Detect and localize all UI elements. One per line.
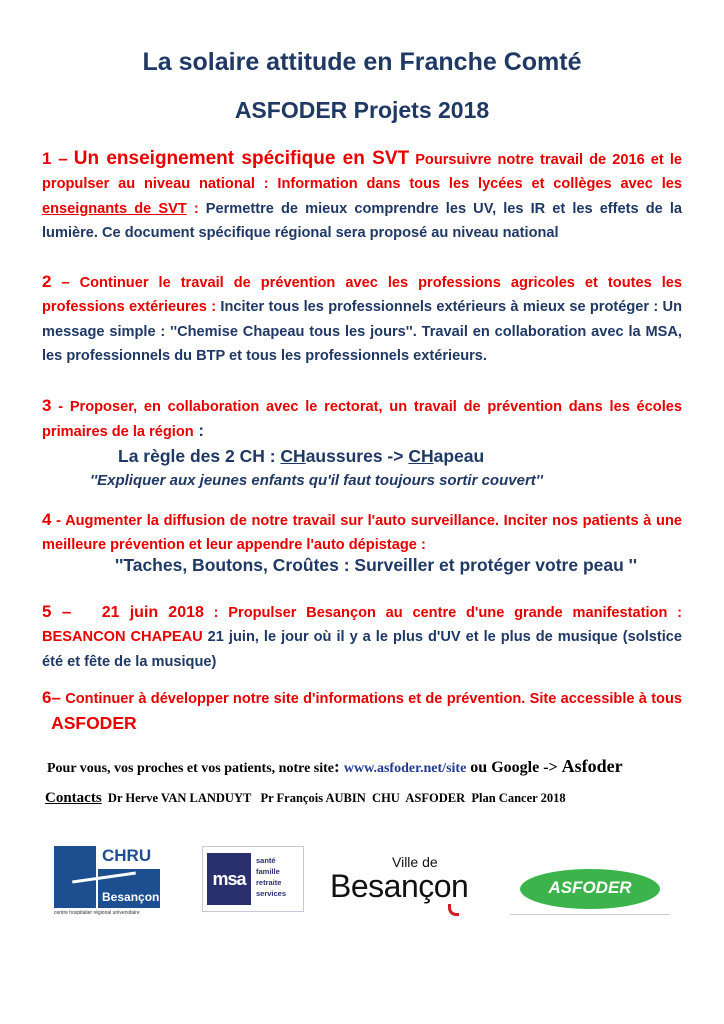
msa-line: santé <box>256 856 276 865</box>
contacts-label: Contacts <box>45 790 102 806</box>
project-1-red-text: Poursuivre notre travail de 2016 et le propulser au niveau national : Information dans tous les lycées et collèges avec les <box>42 152 682 193</box>
project-3-red-text: - Proposer, en collaboration avec le rectorat, un travail de prévention dans les écoles primaires de la région <box>42 399 682 441</box>
ville-name: Besançon <box>330 868 469 904</box>
asfoder-underline <box>510 914 670 915</box>
rule-quote: ''Expliquer aux jeunes enfants qu'il faut toujours sortir couvert'' <box>90 472 543 489</box>
project-5-date: 21 juin 2018 <box>71 604 204 621</box>
contacts-line <box>45 790 566 807</box>
cedilla-mark <box>448 904 459 916</box>
project-1-number: 1 – <box>42 149 68 168</box>
msa-line: services <box>256 889 287 898</box>
asfoder-logo <box>510 866 670 916</box>
site-line-colon: : <box>334 757 344 776</box>
project-4-red-text: - Augmenter la diffusion de notre travail sur l'auto surveillance. Inciter nos patients à une meilleure prévention et leur appendre l'auto dépistage : <box>42 513 682 554</box>
site-line-google: ou Google -> <box>466 759 562 776</box>
site-line <box>47 756 623 777</box>
rule-suffix: apeau <box>433 446 485 466</box>
project-5-navy-text: 21 juin, le jour où il y a le plus d'UV et le plus de musique (solstice été et fête de la musique) <box>42 629 683 670</box>
ville-label: Ville de <box>392 854 438 870</box>
project-4-number: 4 <box>42 510 52 529</box>
project-2-number: 2 <box>42 272 52 291</box>
project-6-brand: ASFODER <box>42 713 137 734</box>
asfoder-text: ASFODER <box>548 878 632 897</box>
project-3 <box>42 394 682 445</box>
msa-line: retraite <box>256 878 282 887</box>
project-2-navy-text: Inciter tous les professionnels extérieurs à mieux se protéger : Un message simple : ''Chemise Chapeau tous les jours''. Travail en collaboration avec la MSA, les professionnels du BTP et tous les professionnels extérieurs. <box>42 299 682 365</box>
site-line-brand: Asfoder <box>561 756 623 776</box>
project-4-slogan: ''Taches, Boutons, Croûtes : Surveiller et protéger votre peau '' <box>115 555 637 575</box>
page-title: La solaire attitude en Franche Comté <box>142 48 582 76</box>
project-5-red-text: : Propulser Besançon au centre d'une grande manifestation : BESANCON CHAPEAU <box>42 605 682 646</box>
chru-tagline: centre hospitalier régional universitaire <box>54 910 140 916</box>
rule-2ch <box>118 446 484 467</box>
project-1-colon: : <box>186 200 199 217</box>
project-6-red-text: Continuer à développer notre site d'informations et de prévention. Site accessible à tous <box>60 691 682 707</box>
chru-logo <box>54 846 162 918</box>
project-5-number: 5 – <box>42 602 72 621</box>
project-6-number: 6– <box>42 688 61 707</box>
msa-mark: msa <box>207 853 251 905</box>
project-1 <box>42 147 682 246</box>
project-4 <box>42 508 682 558</box>
project-3-number: 3 <box>42 396 52 415</box>
rule-prefix: La règle des 2 CH : <box>118 446 281 466</box>
msa-lines <box>256 855 286 899</box>
page-subtitle: ASFODER Projets 2018 <box>234 97 490 123</box>
project-5 <box>42 600 682 674</box>
project-1-heading: Un enseignement spécifique en SVT <box>73 148 410 169</box>
msa-logo <box>202 846 304 912</box>
rule-ch-2: CH <box>408 446 434 466</box>
msa-line: famille <box>256 867 280 876</box>
project-3-colon: : <box>193 421 205 441</box>
project-2-red-text: – Continuer le travail de prévention avec les professions agricoles et toutes les professions extérieures : <box>42 275 682 316</box>
ville-besancon-logo <box>330 852 490 916</box>
site-line-text: Pour vous, vos proches et vos patients, notre site <box>47 761 334 776</box>
chru-title: CHRU <box>102 846 152 865</box>
contacts-text: Dr Herve VAN LANDUYT Pr François AUBIN CHU ASFODER Plan Cancer 2018 <box>101 791 566 805</box>
project-2 <box>42 270 682 369</box>
rule-middle: aussures -> <box>305 446 409 466</box>
chru-city: Besançon <box>102 890 160 904</box>
site-url-link[interactable]: www.asfoder.net/site <box>343 761 467 776</box>
project-1-navy-text: Permettre de mieux comprendre les UV, les IR et les effets de la lumière. Ce document spécifique régional sera proposé au niveau national <box>42 200 682 242</box>
project-1-underlined: enseignants de SVT <box>42 200 187 217</box>
rule-ch-1: CH <box>280 446 306 466</box>
project-6 <box>42 686 682 738</box>
